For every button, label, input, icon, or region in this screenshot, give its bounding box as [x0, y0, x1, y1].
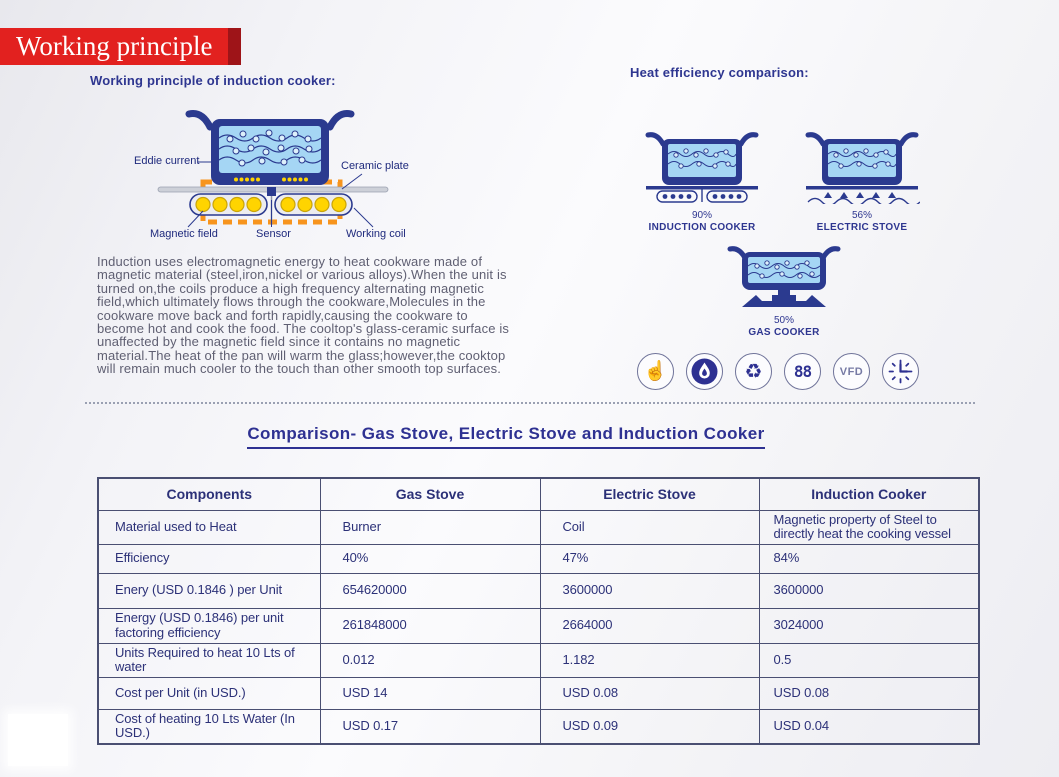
eco-flame-icon — [735, 353, 772, 390]
label-eddie-current: Eddie current — [134, 155, 200, 167]
dotted-separator — [85, 402, 975, 404]
table-row — [98, 677, 979, 709]
gas-cooker-art — [726, 243, 842, 309]
column-header: Components — [98, 478, 320, 510]
label-sensor: Sensor — [256, 228, 291, 240]
table-row — [98, 544, 979, 573]
comparison-table — [97, 477, 980, 745]
electric-stove-figure — [804, 128, 920, 233]
table-cell: Burner — [320, 510, 540, 544]
corner-white-patch — [8, 714, 68, 766]
section-banner — [0, 28, 228, 65]
heat-waves — [808, 199, 920, 205]
table-cell: Efficiency — [98, 544, 320, 573]
table-cell: 261848000 — [320, 608, 540, 643]
gas-stand — [742, 290, 826, 307]
table-cell: USD 0.08 — [759, 677, 979, 709]
induction-diagram — [90, 105, 430, 253]
table-cell: 84% — [759, 544, 979, 573]
digital-display-88-icon — [784, 353, 821, 390]
table-row — [98, 608, 979, 643]
table-cell: 0.012 — [320, 643, 540, 677]
comparison-title-wrap — [97, 424, 915, 449]
touch-glyph: ☝ — [643, 361, 668, 382]
table-cell: USD 0.08 — [540, 677, 759, 709]
table-cell: Energy (USD 0.1846) per unit factoring efficiency — [98, 608, 320, 643]
banner-title: Working principle — [16, 31, 213, 61]
gas-efficiency-percent: 50% — [773, 315, 794, 326]
clock-glyph — [887, 358, 914, 385]
table-cell: Coil — [540, 510, 759, 544]
column-header: Induction Cooker — [759, 478, 979, 510]
table-row — [98, 709, 979, 744]
induction-cooker-label: INDUCTION COOKER — [648, 222, 756, 233]
electric-stove-art — [804, 128, 920, 204]
electric-stove-label: ELECTRIC STOVE — [816, 222, 908, 233]
table-cell: Enery (USD 0.1846 ) per Unit — [98, 573, 320, 608]
table-cell: 0.5 — [759, 643, 979, 677]
table-cell: USD 0.17 — [320, 709, 540, 744]
table-row — [98, 510, 979, 544]
table-cell: 3600000 — [540, 573, 759, 608]
gas-cooker-figure — [726, 243, 842, 338]
table-cell: Material used to Heat — [98, 510, 320, 544]
vfd-text: VFD — [839, 365, 864, 378]
table-cell: USD 14 — [320, 677, 540, 709]
table-row — [98, 643, 979, 677]
table-cell: 2664000 — [540, 608, 759, 643]
table-cell: Units Required to heat 10 Lts of water — [98, 643, 320, 677]
flame-icon — [686, 353, 723, 390]
induction-cooker-art — [644, 128, 760, 204]
table-cell: Magnetic property of Steel to directly heat the cooking vessel — [759, 510, 979, 544]
induction-cooker-figure — [644, 128, 760, 233]
label-working-coil: Working coil — [346, 228, 406, 240]
table-cell: 40% — [320, 544, 540, 573]
label-ceramic-plate: Ceramic plate — [341, 160, 409, 172]
clock-icon — [882, 353, 919, 390]
induction-description: Induction uses electromagnetic energy to heat cookware made of magnetic material (steel,iron,nickel or various alloys).When the unit is turned on,the coils produce a high frequency alternating magnetic field,which ultimately flows through the cookware,Molecules in the cookware move back and forth rapidly,causing the cookware to become hot and cook the food. The cooltop's glass-ceramic surface is unaffected by the magnetic field since it contains no magnetic material.The heat of the pan will warm the glass;however,the cooktop will remain much cooler to the touch than other smooth top surfaces. — [97, 254, 510, 377]
table-row — [98, 573, 979, 608]
table-cell: 654620000 — [320, 573, 540, 608]
table-header-row — [98, 478, 979, 510]
table-cell: 3600000 — [759, 573, 979, 608]
heat-triangles — [824, 192, 896, 198]
heat-efficiency-heading: Heat efficiency comparison: — [630, 65, 809, 80]
label-magnetic-field: Magnetic field — [150, 228, 218, 240]
comparison-title: Comparison- Gas Stove, Electric Stove and Induction Cooker — [247, 424, 764, 449]
feature-icon-row — [637, 353, 919, 390]
table-cell: 47% — [540, 544, 759, 573]
table-cell: Cost of heating 10 Lts Water (In USD.) — [98, 709, 320, 744]
sensor-shape — [267, 187, 276, 196]
table-cell: USD 0.04 — [759, 709, 979, 744]
electric-efficiency-percent: 56% — [851, 210, 872, 221]
display-88-text: 88 — [793, 362, 812, 381]
flame-glyph — [691, 358, 718, 385]
table-cell: USD 0.09 — [540, 709, 759, 744]
working-principle-subtitle: Working principle of induction cooker: — [90, 73, 336, 88]
table-cell: 1.182 — [540, 643, 759, 677]
gas-cooker-label: GAS COOKER — [748, 327, 820, 338]
column-header: Electric Stove — [540, 478, 759, 510]
induction-efficiency-percent: 90% — [691, 210, 712, 221]
vfd-display-icon — [833, 353, 870, 390]
column-header: Gas Stove — [320, 478, 540, 510]
table-cell: Cost per Unit (in USD.) — [98, 677, 320, 709]
touch-control-icon — [637, 353, 674, 390]
table-cell: 3024000 — [759, 608, 979, 643]
banner-edge-shadow — [228, 28, 241, 65]
recycle-glyph: ♻ — [744, 360, 763, 383]
